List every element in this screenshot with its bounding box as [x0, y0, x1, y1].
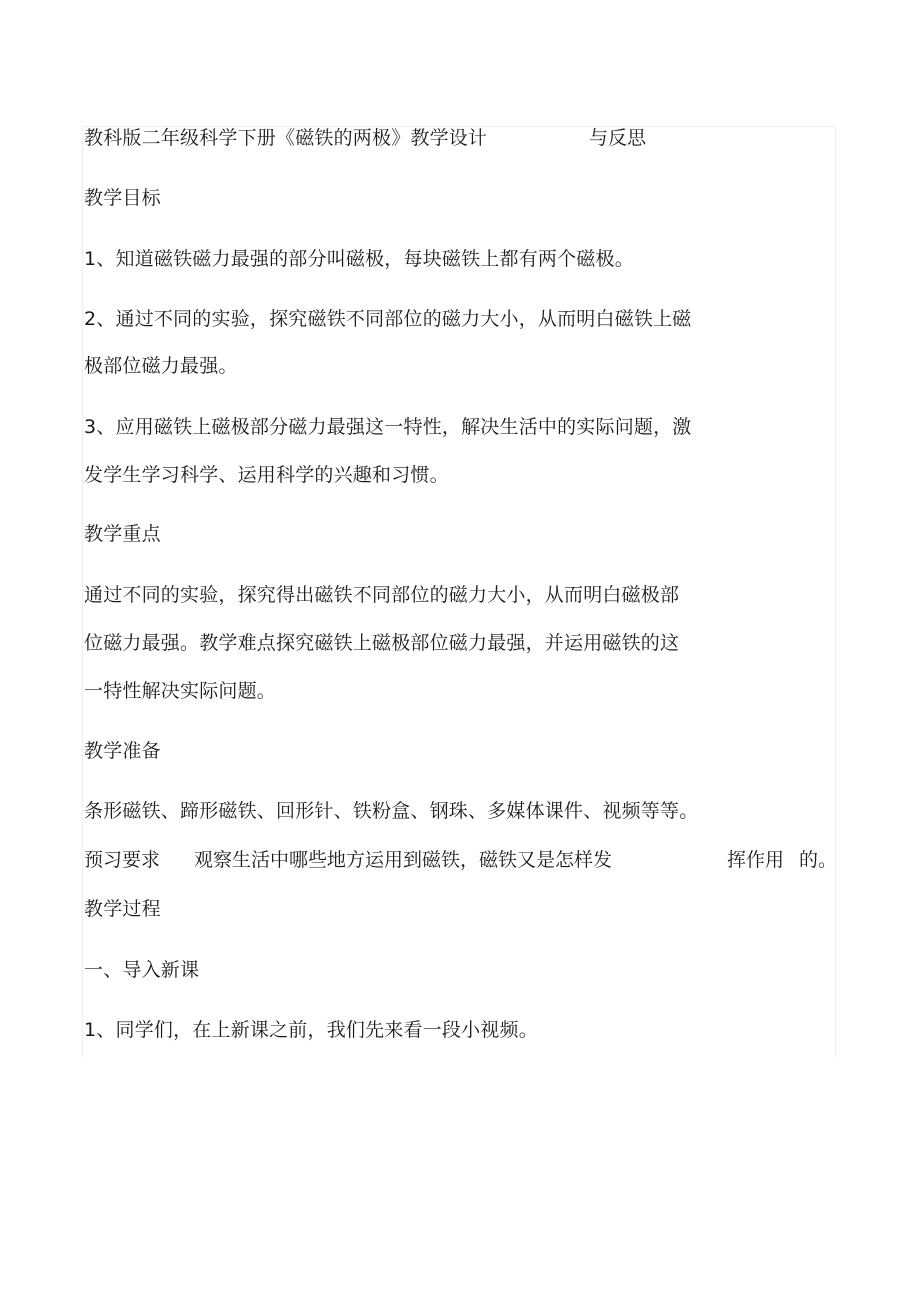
objective-2-line-2: 极部位磁力最强。 [84, 355, 238, 377]
key-points-heading: 教学重点 [84, 523, 161, 545]
objective-3-line-1: 3、应用磁铁上磁极部分磁力最强这一特性，解决生活中的实际问题，激 [84, 416, 692, 438]
key-points-line-2: 位磁力最强。教学难点探究磁铁上磁极部位磁力最强，并运用磁铁的这 [84, 632, 680, 654]
preview-text-b: 挥作用 [727, 849, 785, 871]
key-points-line-1: 通过不同的实验，探究得出磁铁不同部位的磁力大小，从而明白磁极部 [84, 584, 680, 606]
section-1-heading: 一、导入新课 [84, 959, 200, 981]
document-title [84, 126, 487, 150]
objectives-heading: 教学目标 [84, 187, 161, 209]
preview-text-a: 观察生活中哪些地方运用到磁铁，磁铁又是怎样发 [194, 849, 613, 871]
objective-3-line-2: 发学生学习科学、运用科学的兴趣和习惯。 [84, 464, 449, 486]
preparation-text: 条形磁铁、蹄形磁铁、回形针、铁粉盒、钢珠、多媒体课件、视频等等。 [84, 800, 699, 822]
key-points-line-3: 一特性解决实际问题。 [84, 680, 277, 702]
title-suffix: 与反思 [589, 127, 647, 149]
section-1-item-1: 1、同学们，在上新课之前，我们先来看一段小视频。 [84, 1019, 538, 1041]
preparation-heading: 教学准备 [84, 740, 161, 762]
preview-label: 预习要求 [84, 849, 161, 871]
objective-2-line-1: 2、通过不同的实验，探究磁铁不同部位的磁力大小，从而明白磁铁上磁 [84, 308, 692, 330]
title-main: 教科版二年级科学下册《磁铁的两极》教学设计 [84, 127, 488, 149]
process-heading: 教学过程 [84, 898, 161, 920]
objective-1: 1、知道磁铁磁力最强的部分叫磁极，每块磁铁上都有两个磁极。 [84, 248, 634, 270]
preview-text-c: 的。 [799, 849, 838, 871]
